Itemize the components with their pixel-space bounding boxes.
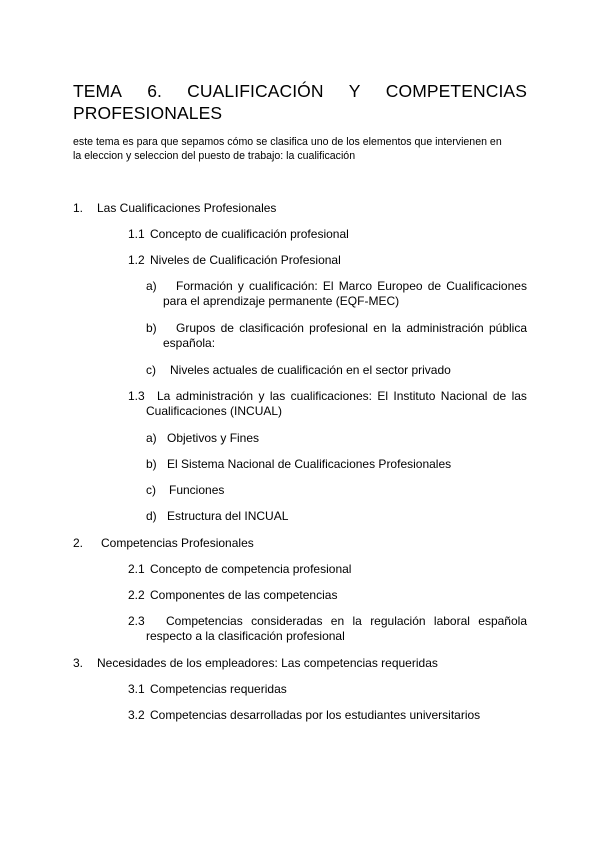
subsection-3-1: [128, 682, 287, 697]
word: y: [258, 389, 265, 403]
section-3: [73, 656, 438, 671]
section-label: Las Cualificaciones Profesionales: [97, 201, 277, 215]
subsection-number: 3.2: [128, 708, 145, 722]
title-word: COMPETENCIAS: [385, 81, 527, 101]
subsection-label: Niveles de Cualificación Profesional: [150, 253, 341, 267]
item-number: a): [146, 431, 157, 445]
word: El: [377, 389, 388, 403]
subsection-label: Componentes de las competencias: [150, 588, 338, 602]
item-number: b): [146, 457, 157, 471]
section-label: Competencias Profesionales: [101, 536, 254, 550]
subsection-1-3-line-2: Cualificaciones (INCUAL): [146, 404, 283, 418]
word: laboral: [433, 614, 470, 628]
subsection-label: Concepto de cualificación profesional: [150, 227, 349, 241]
item-1-2-a-number: a): [146, 279, 157, 293]
item-number: c): [146, 363, 156, 377]
subsection-2-1: [128, 562, 351, 577]
item-label: Estructura del INCUAL: [167, 509, 289, 523]
word: en: [330, 614, 345, 628]
section-number: 1.: [73, 201, 84, 215]
section-number: 2.: [73, 536, 84, 550]
item-1-2-b-number: b): [146, 321, 157, 335]
subsection-2-3: [166, 614, 527, 629]
word: administración: [406, 321, 484, 335]
subsection-line-1: [157, 389, 527, 404]
item-1-3-a: [146, 431, 259, 446]
word: en: [373, 321, 387, 335]
intro-line-2: la eleccion y seleccion del puesto de trabajo: la cualificación: [73, 150, 356, 162]
word: regulación: [370, 614, 426, 628]
word: la: [352, 614, 362, 628]
item-line-1: [176, 321, 527, 336]
item-label: El Sistema Nacional de Cualificaciones Profesionales: [167, 457, 452, 471]
title-word: Y: [348, 81, 361, 101]
word: y: [237, 279, 244, 293]
intro-line-1: este tema es para que sepamos cómo se clasifica uno de los elementos que intervienen en: [73, 136, 502, 148]
subsection-line-1: [166, 614, 527, 629]
word: Marco: [338, 279, 373, 293]
subsection-2-3-number: 2.3: [128, 614, 145, 628]
subsection-number: 1.1: [128, 227, 145, 241]
subsection-number: 1.2: [128, 253, 145, 267]
subsection-number: 3.1: [128, 682, 145, 696]
item-1-2-b: [176, 321, 527, 336]
word: Instituto: [393, 389, 436, 403]
word: de: [220, 321, 234, 335]
word: Grupos: [176, 321, 216, 335]
title-word: 6.: [147, 81, 162, 101]
word: La: [157, 389, 171, 403]
section-label: Necesidades de los empleadores: Las competencias requeridas: [97, 656, 438, 670]
word: pública: [488, 321, 527, 335]
item-1-2-a: [176, 279, 527, 294]
subsection-label: Competencias desarrolladas por los estudiantes universitarios: [150, 708, 481, 722]
word: de: [427, 279, 442, 293]
item-1-3-c: [146, 483, 224, 498]
subsection-1-3: [157, 389, 527, 404]
word: de: [492, 389, 507, 403]
subsection-3-2: [128, 708, 480, 723]
subsection-number: 2.2: [128, 588, 145, 602]
section-2: [73, 536, 254, 551]
item-label: Objetivos y Fines: [167, 431, 260, 445]
word: cualificación:: [249, 279, 318, 293]
section-number: 3.: [73, 656, 84, 670]
item-1-3-b: [146, 457, 451, 472]
word: Formación: [176, 279, 233, 293]
word: Europeo: [377, 279, 423, 293]
subsection-2-3-line-2: respecto a la clasificación profesional: [146, 629, 345, 643]
section-1: [73, 201, 276, 216]
word: las: [269, 389, 286, 403]
word: Cualificaciones: [446, 279, 527, 293]
title-word: CUALIFICACIÓN: [187, 81, 324, 101]
subsection-2-2: [128, 588, 337, 603]
subsection-1-2: [128, 253, 341, 268]
subsection-1-1: [128, 227, 349, 242]
word: española: [478, 614, 527, 628]
word: consideradas: [251, 614, 323, 628]
word: las: [511, 389, 527, 403]
word: cualificaciones:: [290, 389, 372, 403]
item-1-2-a-line-2: para el aprendizaje permanente (EQF-MEC): [163, 294, 400, 308]
title-line-2: PROFESIONALES: [73, 103, 223, 123]
item-1-2-b-line-2: española:: [163, 336, 216, 350]
word: Nacional: [440, 389, 488, 403]
document-title: [73, 80, 527, 124]
word: El: [322, 279, 334, 293]
title-word: TEMA: [73, 81, 123, 101]
item-1-2-c: [146, 363, 451, 378]
intro-paragraph: [73, 135, 533, 163]
title-line-1: [73, 80, 527, 102]
word: clasificación: [239, 321, 304, 335]
subsection-1-3-number: 1.3: [128, 389, 145, 403]
word: profesional: [309, 321, 368, 335]
item-number: c): [146, 483, 156, 497]
subsection-label: Concepto de competencia profesional: [150, 562, 352, 576]
word: administración: [175, 389, 254, 403]
subsection-number: 2.1: [128, 562, 145, 576]
word: Competencias: [166, 614, 243, 628]
item-label: Funciones: [169, 483, 225, 497]
subsection-label: Competencias requeridas: [150, 682, 287, 696]
item-line-1: [176, 279, 527, 294]
word: la: [391, 321, 402, 335]
item-1-3-d: [146, 509, 288, 524]
item-number: d): [146, 509, 157, 523]
item-label: Niveles actuales de cualificación en el sector privado: [170, 363, 451, 377]
